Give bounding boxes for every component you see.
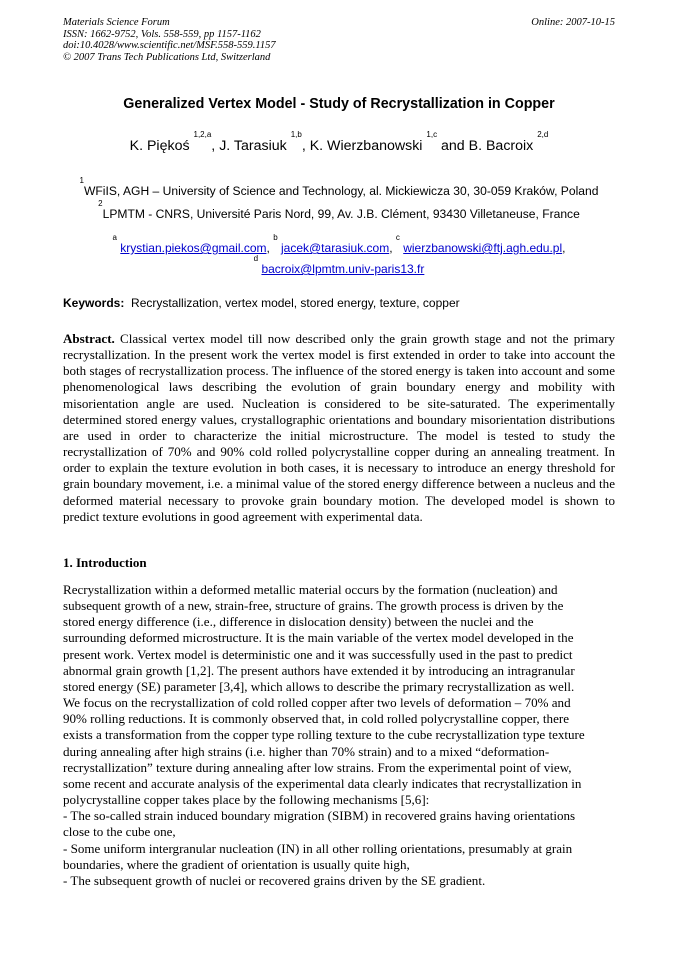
text-line: exists a transformation from the copper type rolling texture to the cube recrystallization type texture	[63, 727, 585, 743]
author-sep: ,	[301, 138, 310, 154]
abstract-paragraph	[63, 331, 615, 525]
online-date: Online: 2007-10-15	[531, 17, 615, 28]
journal-name: Materials Science Forum	[63, 17, 170, 28]
list-item-continuation: close to the cube one,	[63, 824, 176, 840]
email-sep: ,	[389, 241, 396, 255]
author-name: K. Piękoś	[129, 138, 194, 154]
author-sep: and	[437, 138, 469, 154]
doi-line: doi:10.4028/www.scientific.net/MSF.558-559.1157	[63, 40, 276, 51]
section-heading: 1. Introduction	[63, 555, 147, 570]
paper-title: Generalized Vertex Model - Study of Recrystallization in Copper	[123, 96, 555, 112]
introduction-body	[63, 582, 615, 889]
email-line-2	[0, 254, 678, 276]
abstract-label: Abstract.	[63, 331, 115, 346]
text-line: subsequent growth of a new, strain-free, structure of grains. The growth process is driven by the	[63, 598, 564, 614]
text-line: Recrystallization within a deformed metallic material occurs by the formation (nucleation) and	[63, 582, 558, 597]
author-list	[0, 130, 678, 154]
affiliation-2	[0, 199, 678, 221]
email-sup: c	[395, 233, 400, 242]
email-link-d[interactable]: bacroix@lpmtm.univ-paris13.fr	[261, 262, 425, 276]
email-line-1	[0, 233, 678, 255]
text-line: recrystallization” texture during annealing after low strains. From the experimental point of view,	[63, 759, 572, 775]
email-link-a[interactable]: krystian.piekos@gmail.com	[120, 241, 267, 255]
text-line: surrounding deformed microstructure. It is the main variable of the vertex model developed in the	[63, 630, 574, 646]
text-line: abnormal grain growth [1,2]. The present authors have extended it by introducing an intragranular	[63, 662, 575, 678]
text-line: 90% rolling reductions. It is commonly observed that, in cold rolled polycrystalline copper, there	[63, 711, 570, 727]
author-affil-sup: 1,2,a	[193, 130, 212, 139]
affiliation-1	[0, 176, 678, 198]
text-line: during annealing after high strains (i.e. higher than 70% strain) and to a mixed “deformation-	[63, 743, 550, 759]
affiliation-text: LPMTM - CNRS, Université Paris Nord, 99, Av. J.B. Clément, 93430 Villetaneuse, France	[102, 207, 580, 221]
author-sep: ,	[211, 138, 220, 154]
keywords-label: Keywords:	[63, 296, 125, 310]
text-line: some recent and accurate analysis of the experimental data clearly indicates that recrystallization in	[63, 775, 582, 791]
list-item: - The so-called strain induced boundary migration (SIBM) in recovered grains having orientations	[63, 808, 576, 824]
author-name: B. Bacroix	[468, 138, 538, 154]
affiliation-text: WFiIS, AGH – University of Science and Technology, al. Mickiewicza 30, 30-059 Kraków, Poland	[84, 184, 599, 198]
author-name: K. Wierzbanowski	[309, 138, 427, 154]
affiliation-sup: 1	[79, 176, 84, 185]
email-sup: a	[112, 233, 117, 242]
issn-line: ISSN: 1662-9752, Vols. 558-559, pp 1157-1162	[63, 28, 261, 40]
keywords-text: Recrystallization, vertex model, stored energy, texture, copper	[131, 296, 460, 310]
email-link-b[interactable]: jacek@tarasiuk.com	[280, 241, 390, 255]
text-line: stored energy difference (i.e., difference in dislocation density) between the nuclei and the	[63, 614, 534, 630]
list-item-continuation: boundaries, where the gradient of orientation is usually quite high,	[63, 856, 410, 872]
affiliation-sup: 2	[98, 199, 103, 208]
list-item: - The subsequent growth of nuclei or recovered grains driven by the SE gradient.	[63, 872, 486, 888]
list-item: - Some uniform intergranular nucleation (IN) in all other rolling orientations, presumably at grain	[63, 840, 573, 856]
text-line: We focus on the recrystallization of cold rolled copper after two levels of deformation – 70% and	[63, 695, 571, 711]
email-link-c[interactable]: wierzbanowski@ftj.agh.edu.pl	[403, 241, 563, 255]
email-sup: b	[273, 233, 278, 242]
abstract-text: Classical vertex model till now described only the grain growth stage and not the primary recrystallization. In the present work the vertex model is first extended in order to take into account the both stages of recrystallization process. The influence of the stored energy is taken into account and some phenomenological laws describing the evolution of grain boundary energy and mobility with misorientation angle are used. Nucleation is considered to be site-saturated. The experimentally determined stored energy values, crystallographic orientations and boundary misorientation distributions are used in order to characterize the initial microstructure. The model is tested to study the recrystallization of 70% and 90% cold rolled polycrystalline copper during an annealing treatment. In order to explain the texture evolution in both cases, it is necessary to introduce an energy threshold for grain boundary movement, i.e. a minimal value of the stored energy difference between a nucleus and the deformed material necessary to provoke grain boundary motion. The developed model is shown to predict texture evolutions in good agreement with experimental data.	[63, 331, 615, 524]
email-sep: ,	[562, 241, 566, 255]
email-sep: ,	[266, 241, 274, 255]
author-affil-sup: 1,b	[290, 130, 302, 139]
keywords	[63, 296, 460, 310]
text-line: present work. Vertex model is deterministic one and it was successfully used in the past to predict	[63, 646, 573, 662]
author-affil-sup: 1,c	[426, 130, 438, 139]
author-affil-sup: 2,d	[537, 130, 549, 139]
text-line: stored energy (SE) parameter [3,4], which allows to describe the primary recrystallization as well.	[63, 678, 575, 694]
author-name: J. Tarasiuk	[219, 138, 291, 154]
email-sup: d	[253, 254, 259, 263]
text-line: polycrystalline copper takes place by the following mechanisms [5,6]:	[63, 792, 430, 808]
copyright-line: © 2007 Trans Tech Publications Ltd, Switzerland	[63, 51, 271, 63]
journal-header	[63, 17, 276, 63]
